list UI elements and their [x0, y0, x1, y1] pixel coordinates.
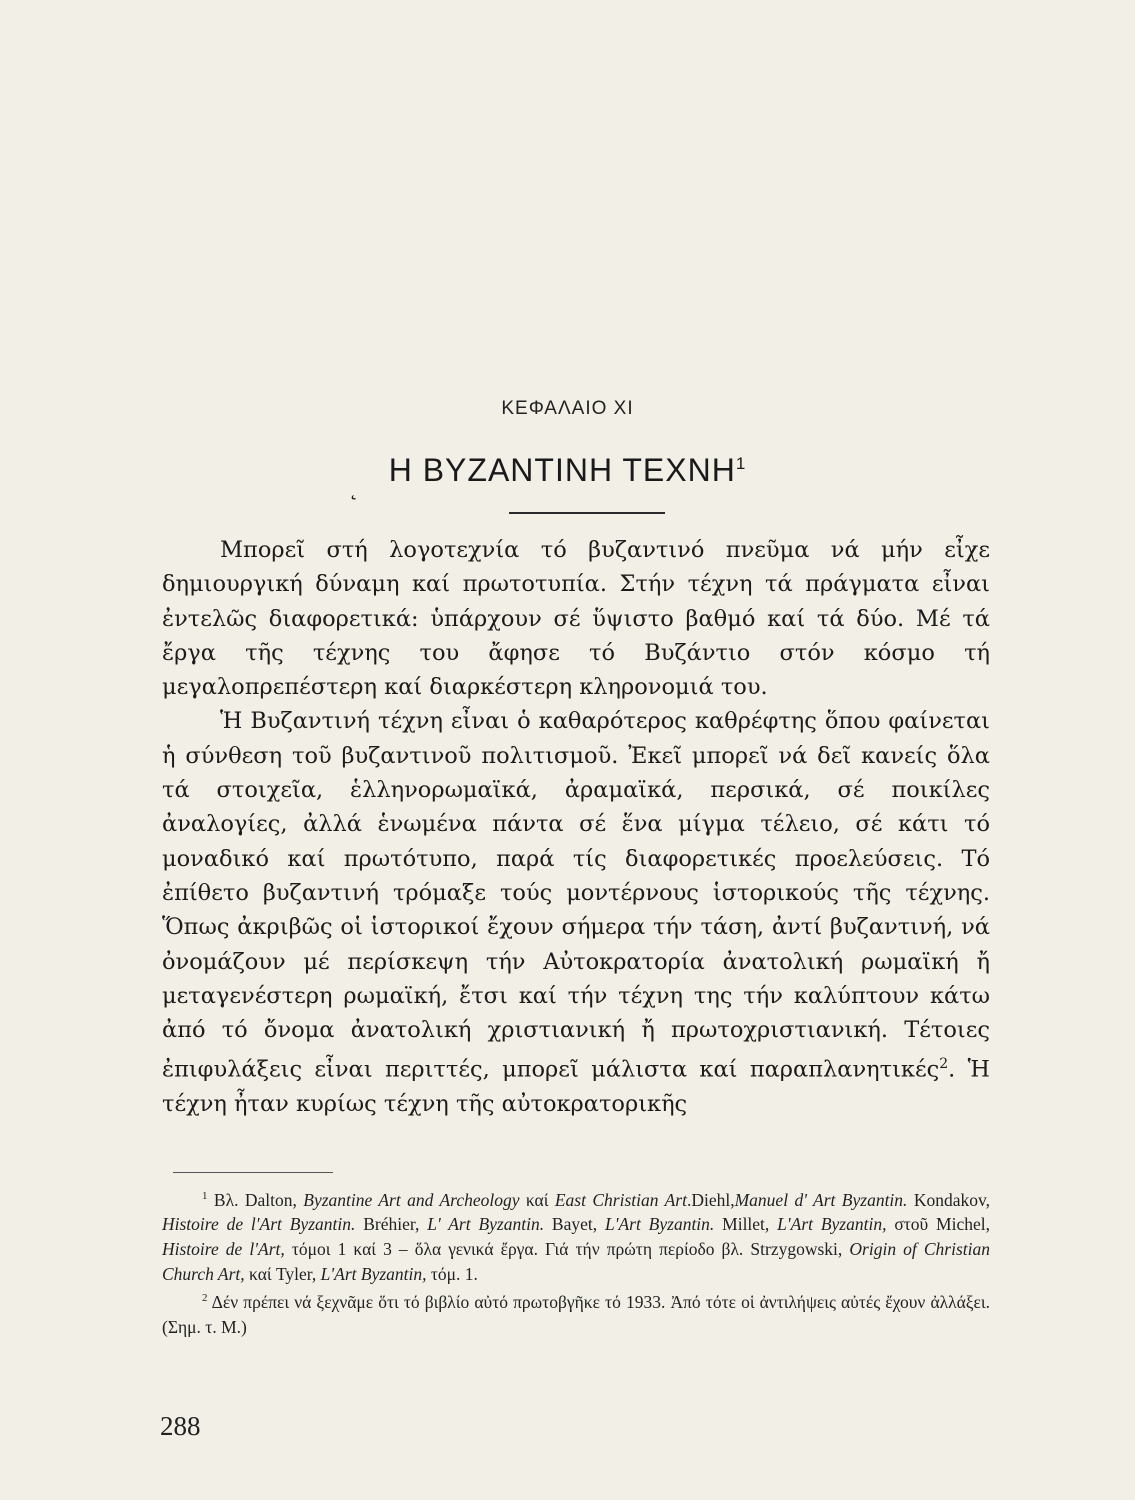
- fn1-text: τόμ. 1.: [426, 1263, 478, 1284]
- fn1-title: L' Art Byzantin.: [427, 1214, 545, 1235]
- footnote-ref-1: 1: [735, 454, 747, 473]
- fn1-text: Βλ. Dalton,: [207, 1189, 304, 1210]
- page-number: 288: [160, 1411, 201, 1441]
- footnote-1-number: 1: [202, 1190, 208, 1202]
- fn1-title: Byzantine Art and Archeology: [303, 1189, 520, 1210]
- title-rule: [509, 512, 665, 514]
- fn1-title: Manuel d' Art Byzantin.: [734, 1189, 908, 1210]
- fn1-text: .Diehl,: [686, 1189, 735, 1210]
- chapter-label: ΚΕΦΑΛΑΙΟ XI: [501, 398, 634, 419]
- footnote-ref-2: 2: [939, 1056, 949, 1073]
- footnote-rule: [173, 1172, 333, 1173]
- fn1-text: στοῦ Michel,: [886, 1214, 990, 1235]
- fn1-text: καί: [519, 1189, 555, 1210]
- fn1-title: L'Art Byzantin,: [777, 1214, 887, 1235]
- paragraph-2-part-b: . Ἡ τέχνη ἦταν κυρίως τέχνη τῆς αὐτοκρατορικῆς: [162, 1056, 990, 1118]
- fn1-title: L'Art Byzantin,: [320, 1263, 427, 1284]
- fn1-text: Kondakov,: [907, 1189, 990, 1210]
- fn1-text: καί Tyler,: [244, 1263, 321, 1284]
- footnote-2-number: 2: [202, 1292, 208, 1305]
- chapter-title: [0, 452, 1135, 489]
- paragraph-2-part-a: Ἡ Βυζαντινή τέχνη εἶναι ὁ καθαρότερος καθρέφτης ὅπου φαίνεται ἡ σύνθεση τοῦ βυζαντινοῦ πολιτισμοῦ. Ἐκεῖ μπορεῖ νά δεῖ κανείς ὅλα τά στοιχεῖα, ἑλληνορωμαϊκά, ἀραμαϊκά, περσικά, σέ ποικίλες ἀναλογίες, ἀλλά ἑνωμένα πάντα σέ ἕνα μίγμα τέλειο, σέ κάτι τό μοναδικό καί πρωτότυπο, παρά τίς διαφορετικές προελεύσεις. Τό ἐπίθετο βυζαντινή τρόμαξε τούς μοντέρνους ἱστορικούς τῆς τέχνης. Ὅπως ἀκριβῶς οἱ ἱστορικοί ἔχουν σήμερα τήν τάση, ἀντί βυζαντινή, νά ὀνομάζουν μέ περίσκεψη τήν Αὐτοκρατορία ἀνατολική ρωμαϊκή ἤ μεταγενέστερη ρωμαϊκή, ἔτσι καί τήν τέχνη της τήν καλύπτουν κάτω ἀπό τό ὄνομα ἀνατολική χριστιανική ἤ πρωτοχριστιανική. Τέτοιες ἐπιφυλάξεις εἶναι περιττές, μπορεῖ μάλιστα καί παραπλανητικές: [162, 708, 990, 1083]
- fn1-text: τόμοι 1 καί 3 – ὅλα γενικά ἔργα. Γιά τήν πρώτη περίοδο βλ. Strzygowski,: [284, 1239, 850, 1260]
- fn1-text: Millet,: [714, 1214, 778, 1235]
- footnote-1: [162, 1184, 990, 1286]
- paragraph-2: [162, 704, 990, 1121]
- fn1-text: Bayet,: [544, 1214, 605, 1235]
- print-speck: ˛: [348, 476, 359, 501]
- paragraph-1: Μπορεῖ στή λογοτεχνία τό βυζαντινό πνεῦμα νά μήν εἶχε δημιουργική δύναμη καί πρωτοτυπία. Στήν τέχνη τά πράγματα εἶναι ἐντελῶς διαφορετικά: ὑπάρχουν σέ ὕψιστο βαθμό καί τά δύο. Μέ τά ἔργα τῆς τέχνης του ἄφησε τό Βυζάντιο στόν κόσμο τή μεγαλοπρεπέστερη καί διαρκέστερη κληρονομιά του.: [162, 537, 990, 701]
- fn2-text: Δέν πρέπει νά ξεχνᾶμε ὅτι τό βιβλίο αὐτό πρωτοβγῆκε τό 1933. Ἀπό τότε οἱ ἀντιλήψεις αὐτές ἔχουν ἀλλάξει. (Σημ. τ. Μ.): [162, 1292, 990, 1337]
- footnote-2: [162, 1286, 990, 1339]
- main-text: [162, 533, 990, 1122]
- chapter-title-text: Η ΒΥΖΑΝΤΙΝΗ ΤΕΧΝΗ: [388, 452, 736, 488]
- footnotes: [162, 1184, 990, 1339]
- fn1-title: L'Art Byzantin.: [604, 1214, 715, 1235]
- fn1-title: Origin of Christian Church Art,: [162, 1239, 990, 1284]
- fn1-title: Histoire de l'Art,: [162, 1239, 285, 1260]
- fn1-text: Bréhier,: [355, 1214, 428, 1235]
- fn1-title: Histoire de l'Art Byzantin.: [162, 1214, 356, 1235]
- fn1-title: East Christian Art: [554, 1189, 687, 1210]
